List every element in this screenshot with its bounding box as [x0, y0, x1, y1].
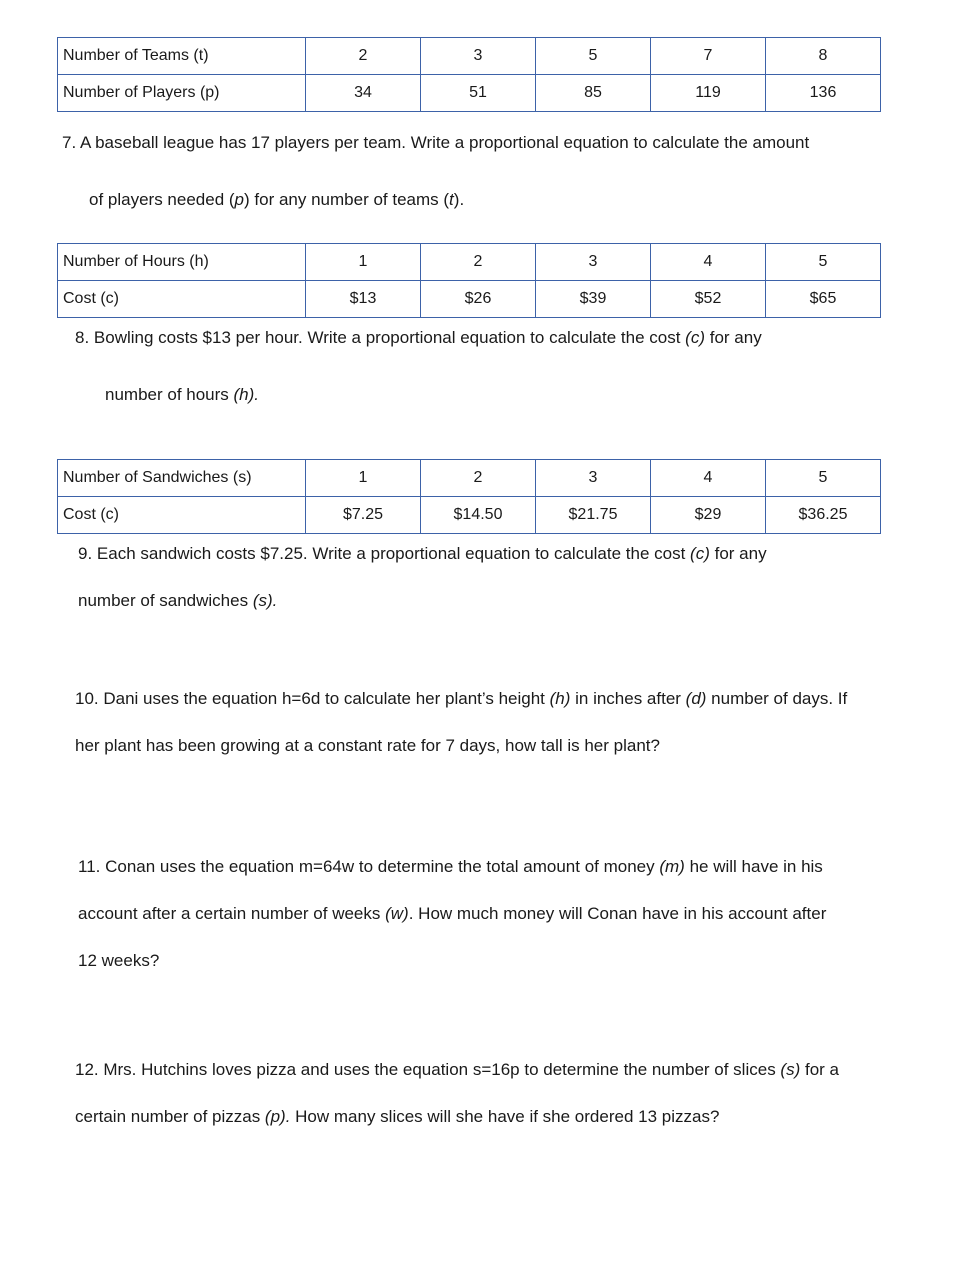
table-cell: $21.75: [536, 497, 651, 534]
table-cell: 1: [306, 244, 421, 281]
question-8-line-1: 8. Bowling costs $13 per hour. Write a proportional equation to calculate the cost (c) for any: [75, 328, 762, 347]
table-cell: 3: [421, 38, 536, 75]
row-label: Number of Players (p): [58, 75, 306, 112]
table-cell: 2: [306, 38, 421, 75]
table-row: [58, 38, 881, 75]
table-cell: 34: [306, 75, 421, 112]
question-9-line-1: 9. Each sandwich costs $7.25. Write a proportional equation to calculate the cost (c) for any: [78, 544, 767, 563]
table-cell: 1: [306, 460, 421, 497]
table-cell: $52: [651, 281, 766, 318]
table-cell: 119: [651, 75, 766, 112]
table-cell: $13: [306, 281, 421, 318]
row-label: Number of Hours (h): [58, 244, 306, 281]
table-cell: 5: [766, 244, 881, 281]
table-cell: 136: [766, 75, 881, 112]
question-7-line-1: 7. A baseball league has 17 players per team. Write a proportional equation to calculate the amount: [62, 133, 810, 152]
question-9-line-2: number of sandwiches (s).: [78, 591, 278, 610]
table-cell: 7: [651, 38, 766, 75]
table-cell: 5: [536, 38, 651, 75]
table-cell: 8: [766, 38, 881, 75]
question-11-line-3: 12 weeks?: [78, 951, 160, 970]
question-12-line-2: certain number of pizzas (p). How many slices will she have if she ordered 13 pizzas?: [75, 1107, 720, 1126]
question-10-line-2: her plant has been growing at a constant rate for 7 days, how tall is her plant?: [75, 736, 660, 755]
table-cell: $65: [766, 281, 881, 318]
table-row: [58, 460, 881, 497]
table-cell: 51: [421, 75, 536, 112]
question-8-line-2: number of hours (h).: [105, 385, 260, 404]
table-cell: $7.25: [306, 497, 421, 534]
table-cell: $39: [536, 281, 651, 318]
sandwiches-cost-table: [57, 459, 881, 534]
table-row: [58, 281, 881, 318]
table-row: [58, 497, 881, 534]
row-label: Cost (c): [58, 497, 306, 534]
question-12-line-1: 12. Mrs. Hutchins loves pizza and uses the equation s=16p to determine the number of slices (s) for a: [75, 1060, 839, 1079]
table-cell: 2: [421, 244, 536, 281]
table-cell: 5: [766, 460, 881, 497]
question-11-line-2: account after a certain number of weeks (w). How much money will Conan have in his account after: [78, 904, 827, 923]
table-cell: $36.25: [766, 497, 881, 534]
table-cell: 3: [536, 460, 651, 497]
row-label: Number of Sandwiches (s): [58, 460, 306, 497]
hours-cost-table: [57, 243, 881, 318]
question-11-line-1: 11. Conan uses the equation m=64w to determine the total amount of money (m) he will have in his: [78, 857, 823, 876]
table-cell: 85: [536, 75, 651, 112]
table-cell: 4: [651, 244, 766, 281]
teams-players-table: [57, 37, 881, 112]
table-cell: 3: [536, 244, 651, 281]
table-cell: $29: [651, 497, 766, 534]
row-label: Cost (c): [58, 281, 306, 318]
row-label: Number of Teams (t): [58, 38, 306, 75]
table-cell: 4: [651, 460, 766, 497]
table-cell: 2: [421, 460, 536, 497]
question-10-line-1: 10. Dani uses the equation h=6d to calculate her plant’s height (h) in inches after (d) number of days. If: [75, 689, 848, 708]
table-row: [58, 75, 881, 112]
table-row: [58, 244, 881, 281]
table-cell: $26: [421, 281, 536, 318]
question-7-line-2: of players needed (p) for any number of teams (t).: [89, 190, 465, 209]
table-cell: $14.50: [421, 497, 536, 534]
